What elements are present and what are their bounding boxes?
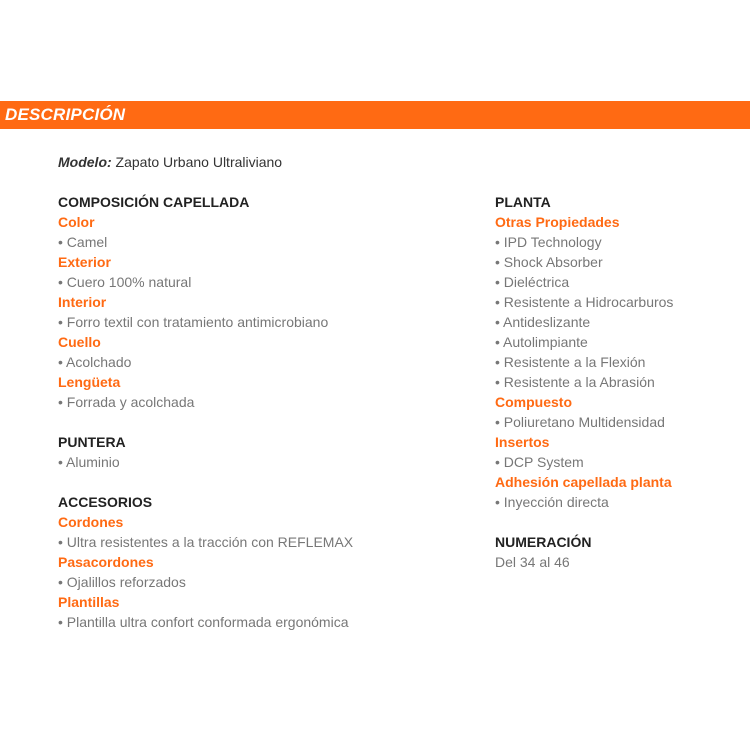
model-value: Zapato Urbano Ultraliviano [115,154,283,170]
subheading-compuesto: Compuesto [495,394,572,410]
list-item: • Forrada y acolchada [58,394,195,410]
list-item: • Inyección directa [495,494,609,510]
list-item: • Dieléctrica [495,274,570,290]
subheading-cuello: Cuello [58,334,101,350]
list-item: • Aluminio [58,454,120,470]
model-line [58,153,282,171]
subheading-pasacordones: Pasacordones [58,554,154,570]
subheading-adhesion: Adhesión capellada planta [495,474,672,490]
list-item: • Resistente a la Abrasión [495,374,655,390]
section-heading-accesorios: ACCESORIOS [58,494,153,510]
spacer [58,413,458,433]
list-item: • Resistente a Hidrocarburos [495,294,674,310]
list-item: • Plantilla ultra confort conformada ergonómica [58,614,349,630]
subheading-color: Color [58,214,95,230]
list-item: • Antideslizante [495,314,591,330]
banner-title: DESCRIPCIÓN [5,105,126,124]
subheading-interior: Interior [58,294,107,310]
list-item: • Ultra resistentes a la tracción con REFLEMAX [58,534,354,550]
list-item: • Cuero 100% natural [58,274,192,290]
section-heading-composicion: COMPOSICIÓN CAPELLADA [58,194,250,210]
list-item: • DCP System [495,454,584,470]
subheading-exterior: Exterior [58,254,111,270]
subheading-insertos: Insertos [495,434,550,450]
left-column [58,193,458,633]
description-banner [0,101,750,129]
list-item: • Camel [58,234,108,250]
section-heading-numeracion: NUMERACIÓN [495,534,592,550]
subheading-cordones: Cordones [58,514,124,530]
list-item: • Poliuretano Multidensidad [495,414,665,430]
list-item: • Shock Absorber [495,254,603,270]
section-heading-puntera: PUNTERA [58,434,126,450]
section-heading-planta: PLANTA [495,194,551,210]
right-column [495,193,735,573]
list-item: • IPD Technology [495,234,602,250]
numeracion-value: Del 34 al 46 [495,554,570,570]
list-item: • Autolimpiante [495,334,588,350]
subheading-lengueta: Lengüeta [58,374,121,390]
subheading-plantillas: Plantillas [58,594,120,610]
spacer [495,513,735,533]
list-item: • Acolchado [58,354,132,370]
list-item: • Forro textil con tratamiento antimicrobiano [58,314,329,330]
model-label: Modelo: [58,154,112,170]
list-item: • Resistente a la Flexión [495,354,646,370]
list-item: • Ojalillos reforzados [58,574,186,590]
spacer [58,473,458,493]
subheading-otras-propiedades: Otras Propiedades [495,214,620,230]
